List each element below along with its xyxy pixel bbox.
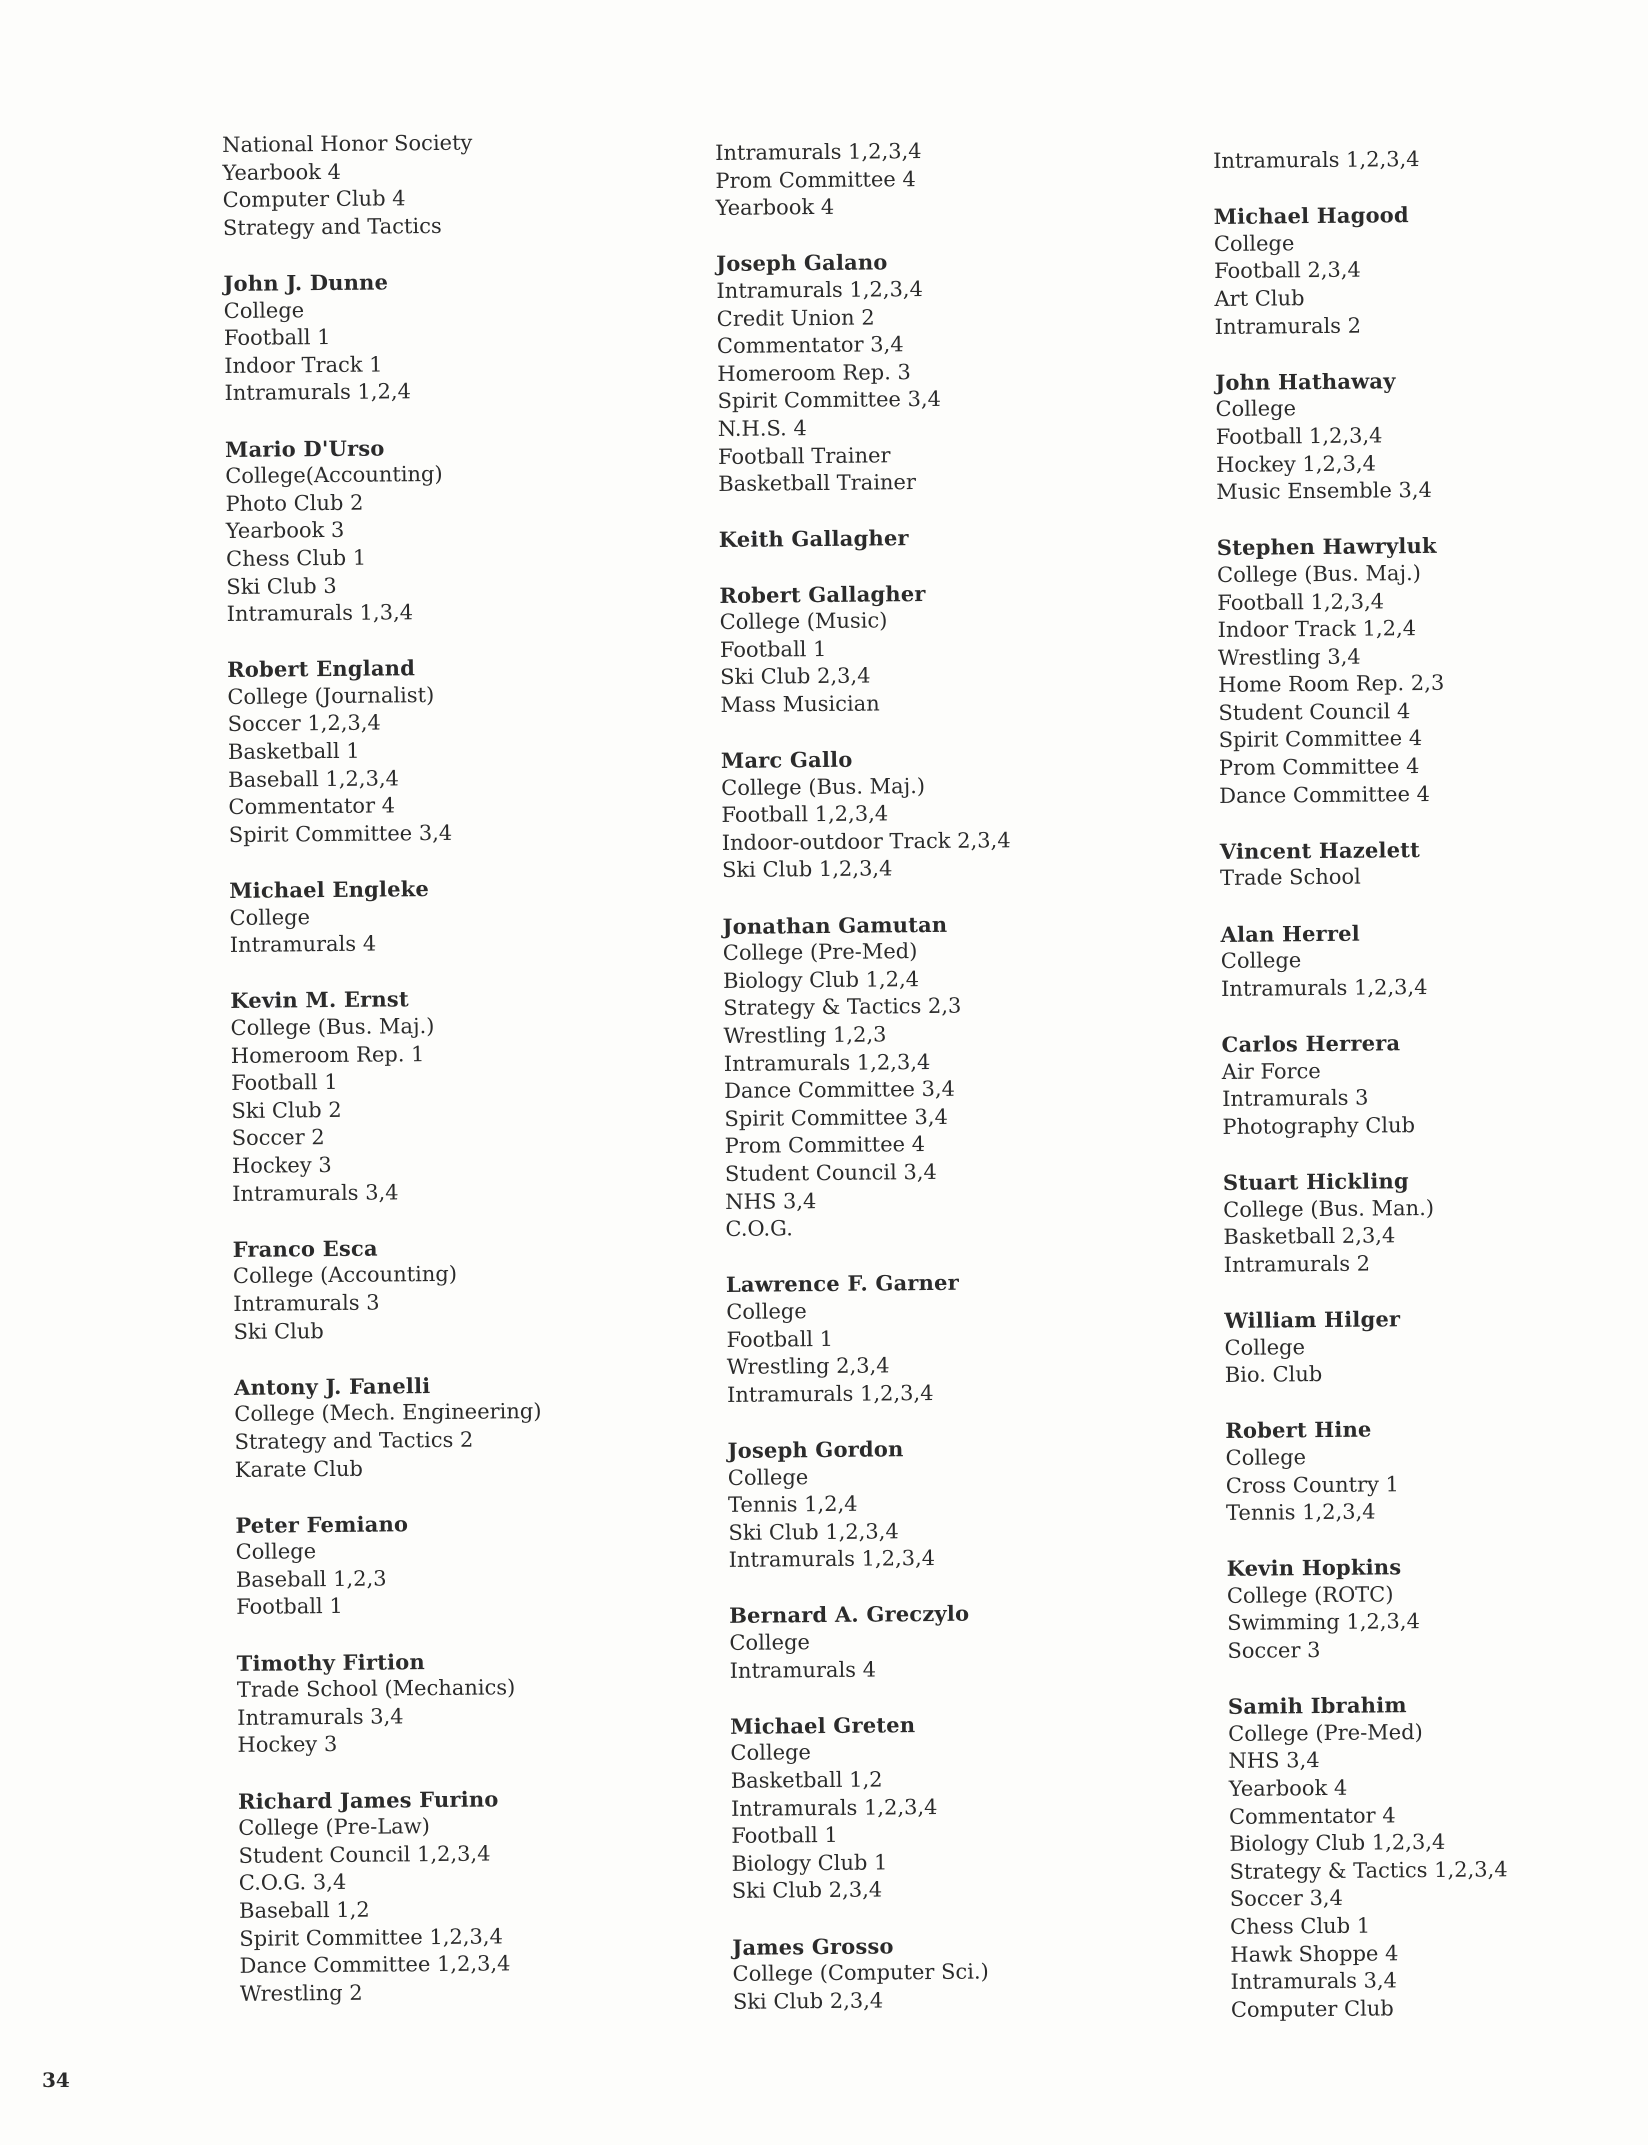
activity-line: Basketball 2,3,4 bbox=[1223, 1223, 1396, 1250]
student-entry bbox=[732, 1929, 1213, 2016]
activity-line: College (Bus. Maj.) bbox=[721, 773, 926, 800]
activity-line: Student Council 3,4 bbox=[724, 1159, 937, 1186]
activity-line: Intramurals 3 bbox=[233, 1290, 380, 1316]
activity-line: Strategy & Tactics 2,3 bbox=[723, 994, 962, 1021]
activity-line: Spirit Committee 1,2,3,4 bbox=[239, 1923, 503, 1951]
activity-line: College bbox=[726, 1299, 807, 1324]
activity-line: Music Ensemble 3,4 bbox=[1216, 478, 1433, 505]
student-entry bbox=[729, 1598, 1210, 1685]
activity-line: Indoor-outdoor Track 2,3,4 bbox=[721, 828, 1011, 855]
activity-line: Chess Club 1 bbox=[225, 545, 367, 571]
student-entry bbox=[233, 1231, 714, 1346]
student-name: Joseph Gordon bbox=[727, 1436, 904, 1463]
student-entry bbox=[1225, 1413, 1648, 1528]
student-name: Bernard A. Greczylo bbox=[729, 1601, 970, 1629]
page-number: 34 bbox=[42, 2068, 70, 2092]
activity-line: College (Mech. Engineering) bbox=[234, 1399, 542, 1427]
activity-line: Wrestling 2,3,4 bbox=[726, 1353, 890, 1380]
student-name: Samih Ibrahim bbox=[1227, 1692, 1407, 1720]
activity-line: Ski Club 2 bbox=[231, 1097, 342, 1123]
activity-line: Indoor Track 1,2,4 bbox=[1217, 616, 1417, 643]
activity-line: C.O.G. 3,4 bbox=[238, 1870, 347, 1896]
student-name: James Grosso bbox=[732, 1932, 894, 1960]
activity-line: Karate Club bbox=[234, 1456, 364, 1482]
student-name: John Hathaway bbox=[1215, 368, 1396, 395]
student-name: Kevin M. Ernst bbox=[230, 986, 409, 1014]
activity-line: College bbox=[1213, 231, 1295, 256]
student-entry bbox=[227, 652, 709, 850]
activity-line: Yearbook 3 bbox=[225, 518, 345, 544]
activity-line: Hawk Shoppe 4 bbox=[1230, 1940, 1399, 1967]
activity-line: College (Music) bbox=[719, 608, 888, 635]
student-entry bbox=[1220, 833, 1648, 893]
student-entry bbox=[223, 265, 704, 408]
activity-line: Intramurals 1,2,3,4 bbox=[728, 1546, 936, 1573]
column-2 bbox=[715, 135, 1213, 2043]
activity-line: Intramurals 1,2,3,4 bbox=[1220, 974, 1428, 1001]
activity-line: Hockey 3 bbox=[237, 1732, 338, 1758]
activity-line: College (Bus. Maj.) bbox=[1216, 560, 1422, 587]
activity-line: Spirit Committee 3,4 bbox=[724, 1104, 948, 1131]
student-entry bbox=[1215, 364, 1648, 507]
student-entry bbox=[1227, 1551, 1648, 1666]
student-name: Marc Gallo bbox=[720, 746, 853, 774]
activity-line: Biology Club 1 bbox=[731, 1850, 888, 1876]
student-entry bbox=[230, 983, 712, 1208]
student-name: Michael Hagood bbox=[1213, 202, 1409, 230]
activity-line: Homeroom Rep. 1 bbox=[230, 1041, 425, 1068]
student-name: John J. Dunne bbox=[223, 269, 389, 296]
student-entry bbox=[719, 577, 1200, 720]
student-name: Jonathan Gamutan bbox=[722, 911, 948, 939]
activity-line: Wrestling 1,2,3 bbox=[723, 1022, 887, 1048]
activity-line: Strategy & Tactics 1,2,3,4 bbox=[1229, 1857, 1508, 1884]
activity-line: Ski Club 1,2,3,4 bbox=[721, 856, 893, 883]
activity-line: Ski Club 3 bbox=[226, 573, 337, 599]
activity-line: College bbox=[729, 1630, 810, 1655]
activity-line: Wrestling 2 bbox=[239, 1980, 363, 2006]
activity-line: Soccer 3 bbox=[1227, 1638, 1321, 1663]
activity-line: Commentator 3,4 bbox=[716, 332, 904, 359]
student-entry bbox=[238, 1783, 720, 2008]
activity-line: Student Council 1,2,3,4 bbox=[238, 1841, 491, 1868]
column-3 bbox=[1213, 143, 1648, 2051]
student-entry bbox=[1220, 916, 1648, 1003]
student-entry bbox=[234, 1369, 715, 1484]
student-name: Lawrence F. Garner bbox=[725, 1270, 960, 1298]
activity-line: National Honor Society bbox=[222, 130, 473, 157]
activity-line: Football 1 bbox=[726, 1326, 834, 1352]
activity-line: Cross Country 1 bbox=[1225, 1471, 1400, 1498]
activity-line: College bbox=[1215, 396, 1297, 422]
activity-line: College bbox=[730, 1740, 812, 1766]
activity-line: Chess Club 1 bbox=[1229, 1913, 1371, 1939]
activity-line: Credit Union 2 bbox=[716, 305, 875, 331]
activity-line: Dance Committee 4 bbox=[1219, 781, 1431, 808]
activity-line: Football 1 bbox=[223, 325, 331, 351]
activity-line: College (Journalist) bbox=[227, 682, 435, 709]
activity-line: N.H.S. 4 bbox=[717, 416, 807, 441]
student-name: Joseph Galano bbox=[716, 249, 888, 277]
student-entry bbox=[719, 522, 1199, 554]
activity-line: College bbox=[1224, 1334, 1306, 1360]
student-entry bbox=[235, 1507, 716, 1622]
activity-line: Football 1 bbox=[231, 1070, 338, 1096]
activity-line: Yearbook 4 bbox=[715, 195, 835, 221]
activity-line: Student Council 4 bbox=[1218, 699, 1411, 725]
student-name: William Hilger bbox=[1224, 1306, 1401, 1333]
student-entry bbox=[237, 1645, 718, 1760]
activity-line: Ski Club 1,2,3,4 bbox=[728, 1518, 899, 1545]
activity-line: College bbox=[727, 1464, 809, 1490]
activity-line: Indoor Track 1 bbox=[224, 352, 383, 378]
student-entry bbox=[1213, 143, 1648, 175]
activity-line: Computer Club bbox=[1230, 1996, 1394, 2022]
activity-line: College (ROTC) bbox=[1226, 1582, 1394, 1608]
activity-line: Football 2,3,4 bbox=[1214, 257, 1361, 284]
activity-line: Basketball 1 bbox=[227, 738, 360, 765]
activity-line: Tennis 1,2,3,4 bbox=[1225, 1499, 1376, 1526]
activity-line: Dance Committee 1,2,3,4 bbox=[239, 1951, 511, 1979]
activity-line: Soccer 1,2,3,4 bbox=[227, 710, 381, 737]
activity-line: College bbox=[235, 1539, 317, 1565]
student-name: Richard James Furino bbox=[237, 1786, 499, 1814]
activity-line: Commentator 4 bbox=[228, 793, 396, 820]
activity-line: Commentator 4 bbox=[1228, 1802, 1396, 1829]
activity-line: Ski Club 2,3,4 bbox=[720, 663, 871, 690]
activity-line: Intramurals 1,2,4 bbox=[224, 379, 412, 406]
activity-line: Soccer 3,4 bbox=[1229, 1886, 1344, 1912]
student-name: Alan Herrel bbox=[1220, 920, 1360, 947]
activity-line: Football Trainer bbox=[717, 442, 891, 469]
activity-line: Prom Committee 4 bbox=[724, 1132, 926, 1159]
activity-line: Intramurals 3,4 bbox=[237, 1704, 404, 1730]
student-entry bbox=[716, 246, 1198, 499]
activity-line: Soccer 2 bbox=[231, 1125, 325, 1151]
activity-line: Biology Club 1,2,3,4 bbox=[1229, 1830, 1446, 1857]
student-entry bbox=[1214, 199, 1648, 342]
activity-line: Biology Club 1,2,4 bbox=[722, 966, 920, 993]
activity-line: NHS 3,4 bbox=[1228, 1748, 1320, 1774]
activity-line: Intramurals 3,4 bbox=[1230, 1968, 1398, 1995]
activity-line: Intramurals 1,3,4 bbox=[226, 600, 414, 627]
activity-line: Football 1 bbox=[236, 1594, 343, 1620]
activity-line: Photography Club bbox=[1222, 1112, 1416, 1139]
activity-line: Prom Committee 4 bbox=[715, 166, 916, 193]
activity-line: Mass Musician bbox=[720, 691, 880, 717]
student-name: Michael Greten bbox=[730, 1711, 916, 1739]
activity-line: College (Pre-Med) bbox=[722, 939, 918, 966]
activity-line: Photo Club 2 bbox=[225, 490, 364, 516]
activity-line: Home Room Rep. 2,3 bbox=[1218, 671, 1445, 698]
activity-line: Intramurals 2 bbox=[1214, 313, 1362, 339]
activity-line: Baseball 1,2,3 bbox=[235, 1566, 387, 1592]
activity-line: College (Bus. Maj.) bbox=[230, 1014, 435, 1040]
student-entry bbox=[730, 1708, 1212, 1906]
student-entry bbox=[1217, 530, 1648, 811]
activity-line: Trade School bbox=[1219, 865, 1361, 891]
student-entry bbox=[1224, 1302, 1648, 1389]
student-name: Robert England bbox=[227, 655, 416, 683]
activity-line: Intramurals 3 bbox=[1222, 1085, 1369, 1112]
activity-line: College (Computer Sci.) bbox=[732, 1959, 989, 1987]
student-entry bbox=[229, 872, 710, 959]
activity-line: Intramurals 1,2,3,4 bbox=[715, 139, 922, 165]
student-name: Stephen Hawryluk bbox=[1216, 533, 1437, 561]
activity-line: Baseball 1,2 bbox=[238, 1897, 370, 1923]
activity-line: Trade School (Mechanics) bbox=[236, 1675, 516, 1703]
student-entry bbox=[1228, 1689, 1648, 2025]
activity-line: Baseball 1,2,3,4 bbox=[228, 765, 400, 792]
student-entry bbox=[222, 127, 703, 242]
activity-line: Hockey 3 bbox=[231, 1152, 332, 1178]
activity-line: Spirit Committee 4 bbox=[1218, 726, 1423, 753]
activity-line: College(Accounting) bbox=[225, 462, 443, 489]
activity-line: NHS 3,4 bbox=[725, 1188, 817, 1214]
activity-line: Swimming 1,2,3,4 bbox=[1227, 1609, 1421, 1636]
activity-line: Intramurals 3,4 bbox=[232, 1179, 399, 1206]
activity-line: Intramurals 1,2,3,4 bbox=[730, 1794, 938, 1821]
student-name: Robert Gallagher bbox=[719, 580, 926, 608]
activity-line: Dance Committee 3,4 bbox=[724, 1076, 956, 1104]
activity-line: Football 1 bbox=[731, 1823, 838, 1849]
activity-line: Art Club bbox=[1214, 286, 1305, 311]
student-name: Stuart Hickling bbox=[1222, 1168, 1409, 1195]
student-entry bbox=[722, 908, 1205, 1244]
activity-line: Spirit Committee 3,4 bbox=[228, 820, 453, 847]
activity-line: College (Accounting) bbox=[232, 1262, 458, 1289]
student-name: Franco Esca bbox=[232, 1235, 378, 1262]
activity-line: Yearbook 4 bbox=[1228, 1775, 1348, 1801]
activity-line: College (Bus. Man.) bbox=[1223, 1195, 1435, 1222]
activity-line: Basketball 1,2 bbox=[730, 1767, 883, 1793]
student-entry bbox=[225, 431, 707, 629]
activity-line: Wrestling 3,4 bbox=[1217, 644, 1361, 670]
activity-line: College bbox=[223, 297, 305, 323]
activity-line: Ski Club 2,3,4 bbox=[731, 1877, 883, 1904]
activity-line: Intramurals 4 bbox=[229, 931, 377, 958]
activity-line: Computer Club 4 bbox=[222, 186, 406, 213]
activity-line: Intramurals 1,2,3,4 bbox=[1213, 147, 1420, 173]
activity-line: Ski Club bbox=[233, 1318, 324, 1344]
student-name: Peter Femiano bbox=[235, 1510, 409, 1538]
activity-line: Yearbook 4 bbox=[222, 159, 342, 185]
student-name: Robert Hine bbox=[1225, 1416, 1372, 1444]
activity-line: Football 1,2,3,4 bbox=[721, 801, 889, 828]
activity-line: Strategy and Tactics bbox=[222, 213, 442, 240]
student-name: Antony J. Fanelli bbox=[233, 1372, 431, 1400]
activity-line: Spirit Committee 3,4 bbox=[717, 387, 942, 414]
activity-line: Bio. Club bbox=[1224, 1362, 1323, 1388]
student-entry bbox=[727, 1432, 1208, 1575]
column-1 bbox=[222, 127, 720, 2035]
activity-line: Ski Club 2,3,4 bbox=[732, 1988, 884, 2014]
activity-line: Basketball Trainer bbox=[718, 470, 917, 497]
activity-line: Homeroom Rep. 3 bbox=[717, 359, 911, 386]
activity-line: Intramurals 1,2,3,4 bbox=[723, 1049, 931, 1076]
activity-line: Intramurals 4 bbox=[729, 1657, 877, 1683]
student-name: Kevin Hopkins bbox=[1226, 1554, 1402, 1582]
student-entry bbox=[715, 135, 1196, 222]
student-name: Keith Gallagher bbox=[718, 525, 909, 553]
activity-line: College (Pre-Med) bbox=[1228, 1719, 1423, 1746]
activity-line: College bbox=[1220, 948, 1302, 974]
student-entry bbox=[721, 742, 1202, 885]
student-name: Vincent Hazelett bbox=[1219, 836, 1421, 864]
activity-line: Intramurals 1,2,3,4 bbox=[716, 276, 924, 303]
student-name: Carlos Herrera bbox=[1221, 1030, 1401, 1057]
student-name: Timothy Firtion bbox=[236, 1648, 426, 1676]
activity-line: College bbox=[1225, 1445, 1307, 1470]
activity-line: Air Force bbox=[1221, 1058, 1321, 1084]
activity-line: Football 1,2,3,4 bbox=[1215, 423, 1383, 449]
student-name: Michael Engleke bbox=[229, 876, 430, 903]
activity-line: Prom Committee 4 bbox=[1218, 754, 1420, 781]
activity-line: Tennis 1,2,4 bbox=[727, 1491, 858, 1518]
student-entry bbox=[1221, 1026, 1648, 1141]
activity-line: Intramurals 2 bbox=[1223, 1251, 1371, 1277]
activity-line: Football 1 bbox=[719, 636, 827, 662]
activity-line: C.O.G. bbox=[725, 1216, 793, 1242]
activity-line: Football 1,2,3,4 bbox=[1217, 588, 1385, 615]
student-entry bbox=[726, 1267, 1207, 1410]
activity-line: College (Pre-Law) bbox=[238, 1814, 431, 1841]
student-name: Mario D'Urso bbox=[224, 434, 385, 462]
activity-line: Intramurals 1,2,3,4 bbox=[726, 1380, 934, 1407]
activity-line: Hockey 1,2,3,4 bbox=[1215, 450, 1377, 477]
activity-line: College bbox=[229, 904, 311, 930]
activity-line: Strategy and Tactics 2 bbox=[234, 1427, 474, 1454]
student-entry bbox=[1223, 1164, 1648, 1279]
